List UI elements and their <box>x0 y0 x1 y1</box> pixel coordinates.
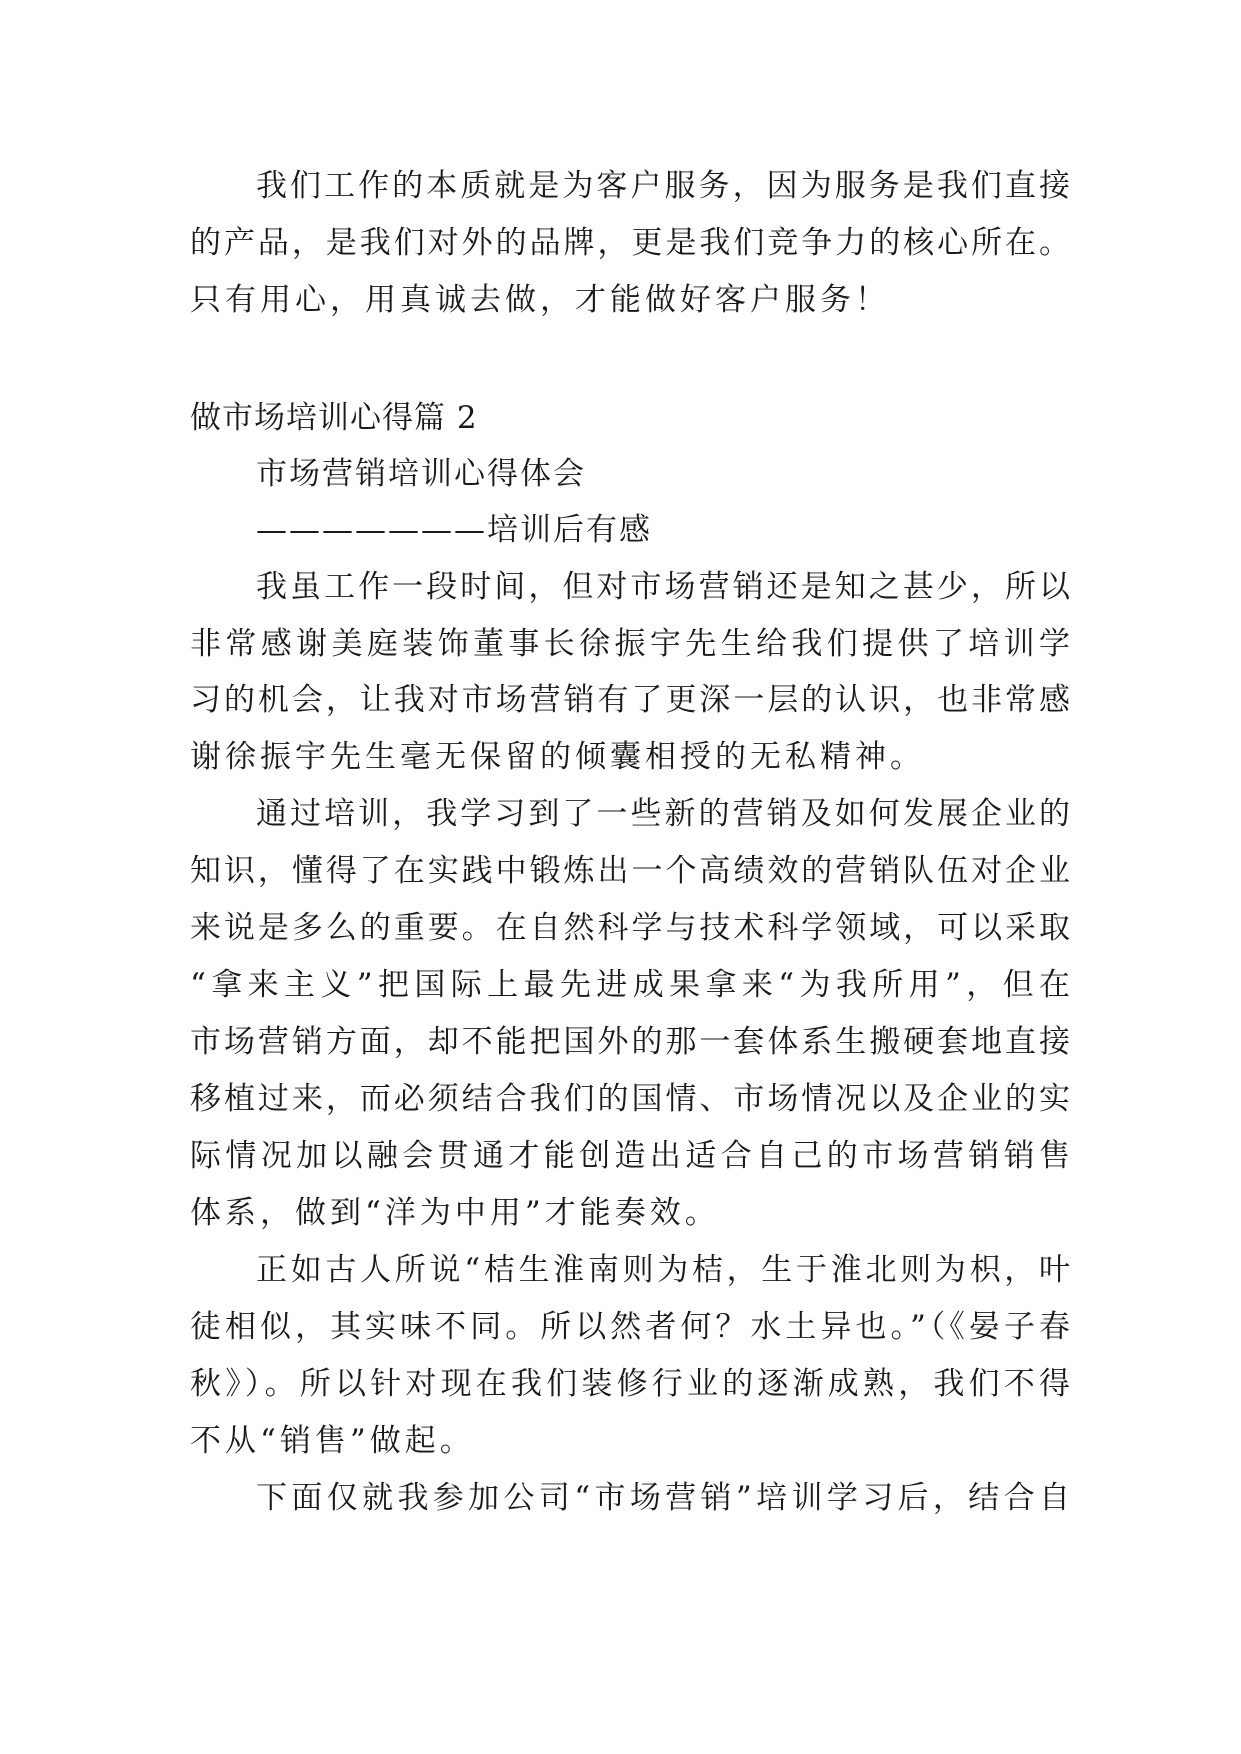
section-heading: 做市场培训心得篇 2 <box>190 400 478 436</box>
paragraph-line: 习的机会，让我对市场营销有了更深一层的认识，也非常感 <box>190 682 1070 718</box>
paragraph-line: 移植过来，而必须结合我们的国情、市场情况以及企业的实 <box>190 1081 1070 1117</box>
paragraph-line: 不从“销售”做起。 <box>190 1423 475 1459</box>
paragraph-line: 际情况加以融会贯通才能创造出适合自己的市场营销销售 <box>190 1138 1070 1174</box>
article-subtitle: ———————培训后有感 <box>256 512 652 548</box>
paragraph-line: 谢徐振宇先生毫无保留的倾囊相授的无私精神。 <box>190 739 925 775</box>
paragraph-line: 的产品，是我们对外的品牌，更是我们竞争力的核心所在。 <box>190 225 1070 261</box>
paragraph-line: 知识，懂得了在实践中锻炼出一个高绩效的营销队伍对企业 <box>190 853 1070 889</box>
article-title: 市场营销培训心得体会 <box>256 456 586 492</box>
paragraph-line: 体系，做到“洋为中用”才能奏效。 <box>190 1195 720 1231</box>
paragraph-line: 来说是多么的重要。在自然科学与技术科学领域，可以采取 <box>190 910 1070 946</box>
paragraph-line: “拿来主义”把国际上最先进成果拿来“为我所用”，但在 <box>190 967 1070 1003</box>
paragraph-line: 通过培训，我学习到了一些新的营销及如何发展企业的 <box>256 796 1070 832</box>
paragraph-line: 非常感谢美庭装饰董事长徐振宇先生给我们提供了培训学 <box>190 626 1070 662</box>
paragraph-line: 我虽工作一段时间，但对市场营销还是知之甚少，所以 <box>256 569 1070 605</box>
paragraph-line: 正如古人所说“桔生淮南则为桔，生于淮北则为枳，叶 <box>256 1252 1070 1288</box>
paragraph-line: 下面仅就我参加公司“市场营销”培训学习后，结合自 <box>256 1480 1070 1516</box>
paragraph-line: 只有用心，用真诚去做，才能做好客户服务！ <box>190 282 890 318</box>
paragraph-line: 市场营销方面，却不能把国外的那一套体系生搬硬套地直接 <box>190 1024 1070 1060</box>
paragraph-line: 徒相似，其实味不同。所以然者何？水土异也。”（《晏子春 <box>190 1309 1070 1345</box>
paragraph-line: 秋》）。所以针对现在我们装修行业的逐渐成熟，我们不得 <box>190 1366 1070 1402</box>
paragraph-line: 我们工作的本质就是为客户服务，因为服务是我们直接 <box>256 168 1070 204</box>
